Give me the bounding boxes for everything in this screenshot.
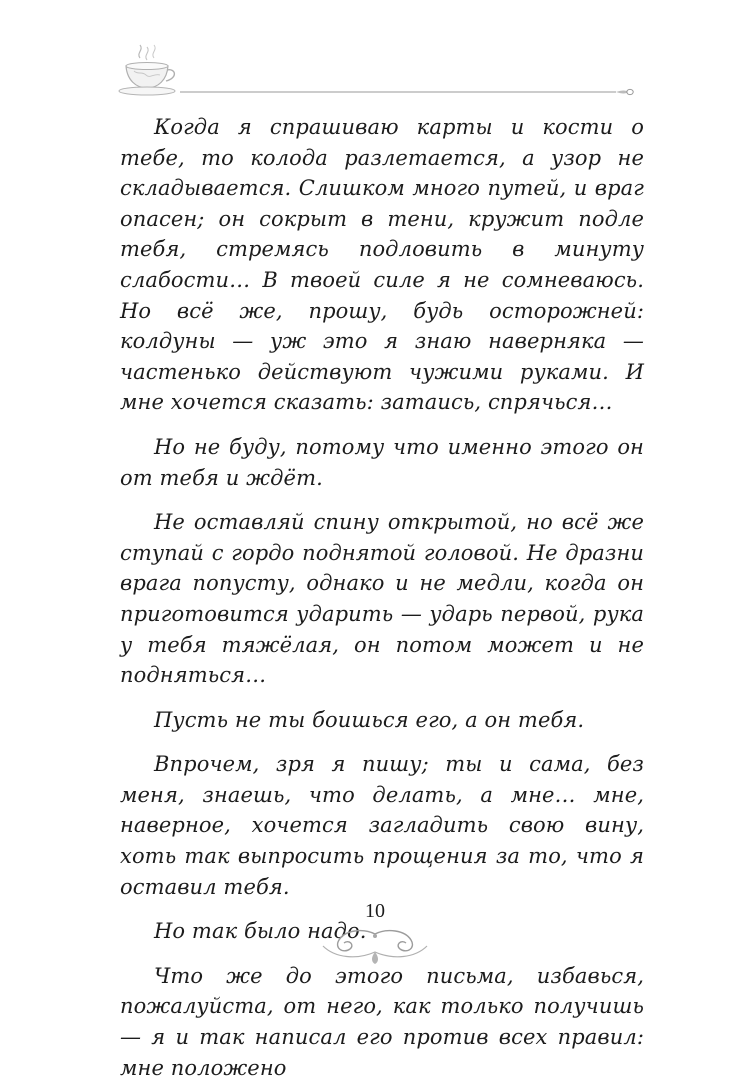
paragraph: Не оставляй спину открытой, но всё же ступай с гордо поднятой головой. Не дразни врага попусту, однако и не медли, когда он приготовится ударить — ударь первой, рука у тебя тяжёлая, он потом может и не подняться… <box>120 510 644 688</box>
paragraph: Пусть не ты боишься его, а он тебя. <box>154 707 585 732</box>
page-header <box>116 44 636 106</box>
footer-ornament <box>315 924 435 966</box>
teacup-icon <box>116 44 636 106</box>
paragraph: Но так было надо. <box>154 919 367 944</box>
paragraph: Когда я спрашиваю карты и кости о тебе, то колода разлетается, а узор не складывается. Слишком много путей, и враг опасен; он сокрыт в тени, кружит подле тебя, стремясь подловить в минуту слабости… В твоей силе я не сомневаюсь. Но всё же, прошу, будь осторожней: колдуны — уж это я знаю наверняка — частенько действуют чужими руками. И мне хочется сказать: затаись, спрячься… <box>120 115 644 415</box>
paragraph: Впрочем, зря я пишу; ты и сама, без меня, знаешь, что делать, а мне… мне, наверное, хочется загладить свою вину, хоть так выпросить прощения за то, что я оставил тебя. <box>120 752 644 899</box>
paragraph: Что же до этого письма, избавься, пожалуйста, от него, как только получишь — я и так написал его против всех правил: мне положено <box>120 963 644 1080</box>
page-number: 10 <box>365 900 385 922</box>
flourish-icon <box>315 924 435 966</box>
paragraph: Но не буду, потому что именно этого он от тебя и ждёт. <box>120 434 644 490</box>
